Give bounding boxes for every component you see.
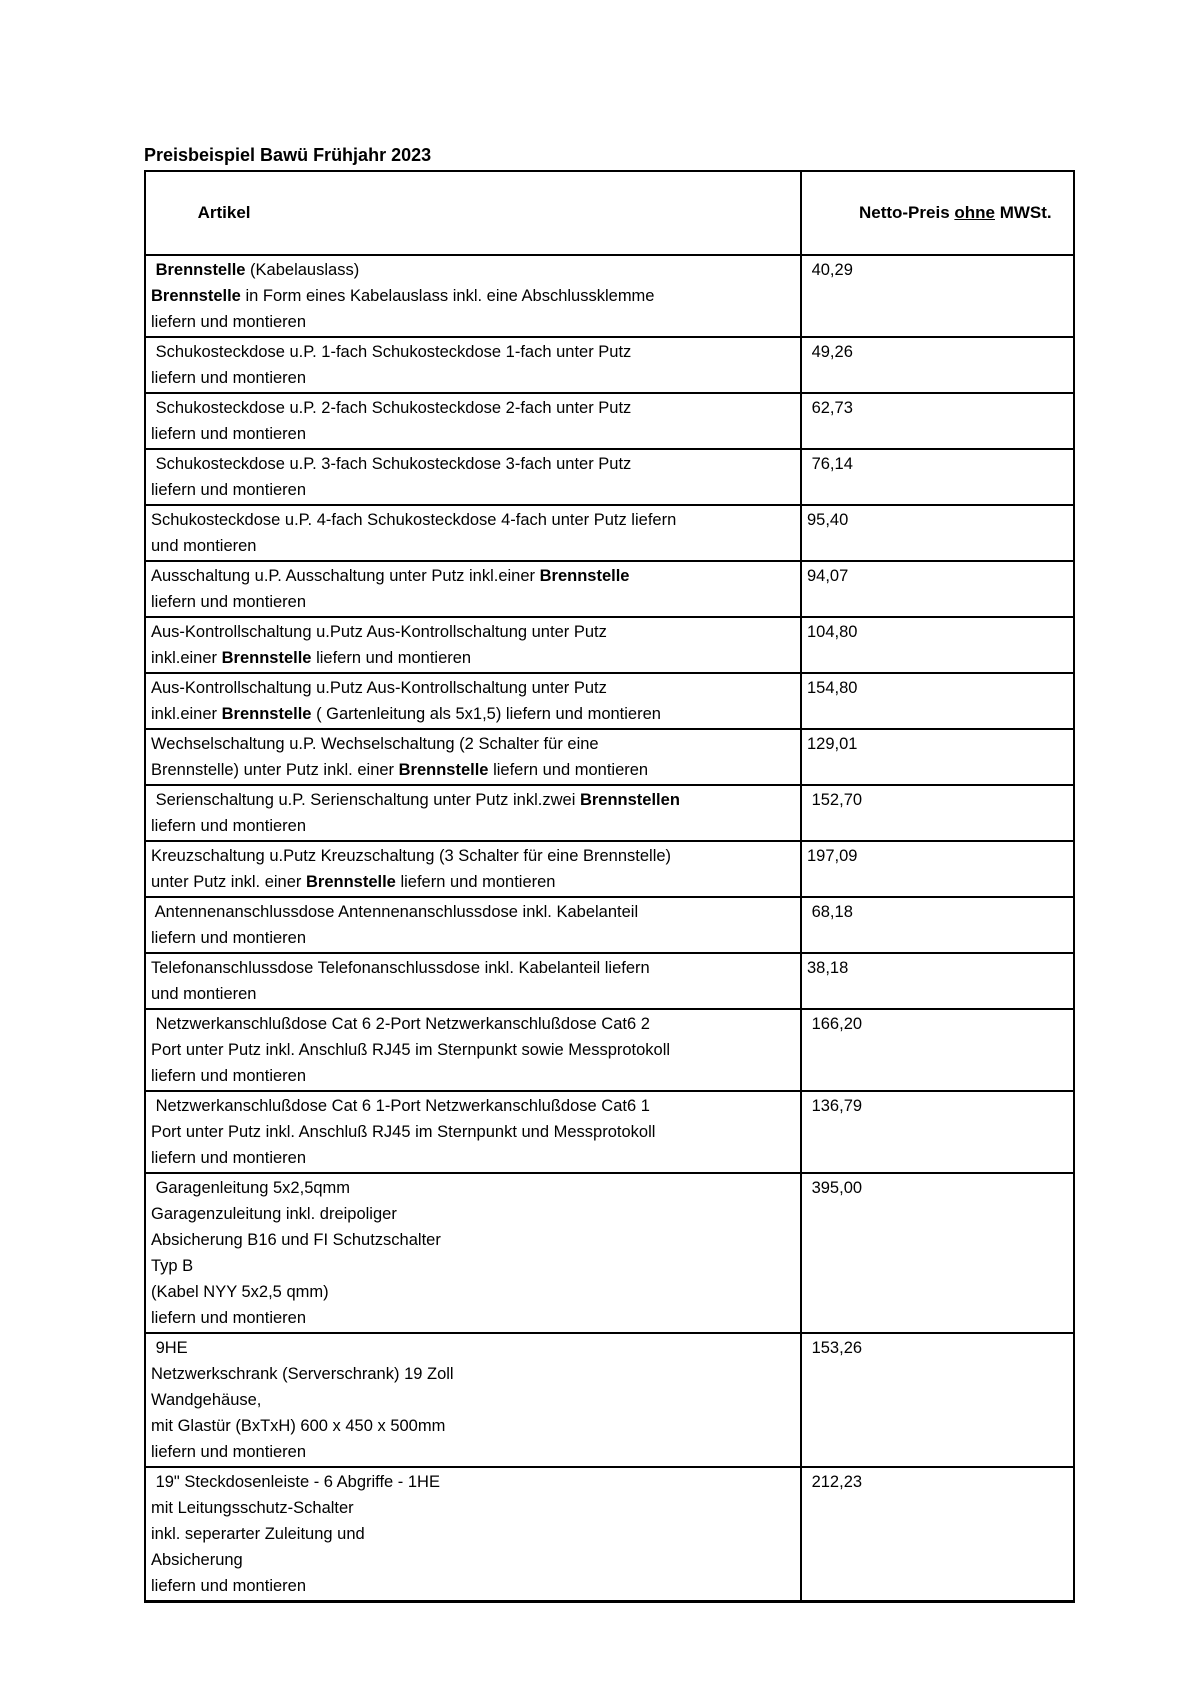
article-line: liefern und montieren	[151, 1577, 307, 1595]
article-line: und montieren	[151, 537, 257, 555]
article-line: Wechselschaltung u.P. Wechselschaltung (2 Schalter für eine	[151, 735, 599, 753]
article-line: Antennenanschlussdose Antennenanschlussdose inkl. Kabelanteil	[151, 903, 639, 921]
article-line: Brennstelle (Kabelauslass)	[155, 261, 360, 279]
article-cell	[145, 841, 801, 897]
table-row	[145, 1333, 1074, 1467]
price-header-underlined: ohne	[954, 203, 995, 222]
price-cell: 76,14	[801, 449, 1074, 505]
article-cell	[145, 1333, 801, 1467]
article-cell	[145, 449, 801, 505]
article-line: Aus-Kontrollschaltung u.Putz Aus-Kontrollschaltung unter Putz	[151, 623, 607, 641]
page-title: Preisbeispiel Bawü Frühjahr 2023	[144, 145, 432, 165]
article-line: liefern und montieren	[151, 593, 307, 611]
article-line: liefern und montieren	[151, 817, 307, 835]
article-line: Netzwerkanschlußdose Cat 6 2-Port Netzwerkanschlußdose Cat6 2	[151, 1015, 650, 1033]
table-row	[145, 729, 1074, 785]
article-cell	[145, 785, 801, 841]
article-line: liefern und montieren	[151, 1067, 307, 1085]
price-cell: 104,80	[801, 617, 1074, 673]
article-line: Aus-Kontrollschaltung u.Putz Aus-Kontrollschaltung unter Putz	[151, 679, 607, 697]
table-row	[145, 337, 1074, 393]
price-table-body	[145, 255, 1074, 1602]
article-cell	[145, 1009, 801, 1091]
table-row	[145, 897, 1074, 953]
article-cell	[145, 337, 801, 393]
article-line: inkl. seperarter Zuleitung und	[151, 1525, 365, 1543]
article-line: liefern und montieren	[151, 1443, 307, 1461]
article-line: Wandgehäuse,	[151, 1391, 262, 1409]
article-line: und montieren	[151, 985, 257, 1003]
article-column-header	[145, 171, 801, 255]
table-row	[145, 505, 1074, 561]
article-line: Schukosteckdose u.P. 3-fach Schukosteckdose 3-fach unter Putz	[151, 455, 632, 473]
article-line: Schukosteckdose u.P. 1-fach Schukosteckdose 1-fach unter Putz	[151, 343, 632, 361]
table-row	[145, 1091, 1074, 1173]
article-line: mit Glastür (BxTxH) 600 x 450 x 500mm	[151, 1417, 446, 1435]
article-line: mit Leitungsschutz-Schalter	[151, 1499, 354, 1517]
article-cell	[145, 1091, 801, 1173]
article-cell	[145, 673, 801, 729]
article-line: Brennstelle in Form eines Kabelauslass inkl. eine Abschlussklemme	[151, 287, 655, 305]
price-cell: 49,26	[801, 337, 1074, 393]
article-line: 9HE	[151, 1339, 188, 1357]
article-line: Schukosteckdose u.P. 4-fach Schukosteckdose 4-fach unter Putz liefern	[151, 511, 677, 529]
article-line: Absicherung B16 und FI Schutzschalter	[151, 1231, 441, 1249]
price-table	[144, 170, 1075, 1603]
table-row	[145, 561, 1074, 617]
price-cell: 68,18	[801, 897, 1074, 953]
article-line: unter Putz inkl. einer Brennstelle liefern und montieren	[151, 873, 556, 891]
table-row	[145, 673, 1074, 729]
price-cell: 212,23	[801, 1467, 1074, 1602]
article-line: Schukosteckdose u.P. 2-fach Schukosteckdose 2-fach unter Putz	[151, 399, 632, 417]
article-line: Serienschaltung u.P. Serienschaltung unter Putz inkl.zwei Brennstellen	[151, 791, 680, 809]
article-cell	[145, 617, 801, 673]
article-line: Port unter Putz inkl. Anschluß RJ45 im Sternpunkt sowie Messprotokoll	[151, 1041, 671, 1059]
table-row	[145, 785, 1074, 841]
article-line: inkl.einer Brennstelle ( Gartenleitung als 5x1,5) liefern und montieren	[151, 705, 661, 723]
price-cell: 95,40	[801, 505, 1074, 561]
article-line: Typ B	[151, 1257, 194, 1275]
article-line: liefern und montieren	[151, 929, 307, 947]
table-row	[145, 1009, 1074, 1091]
article-line: Netzwerkschrank (Serverschrank) 19 Zoll	[151, 1365, 454, 1383]
article-cell	[145, 393, 801, 449]
table-row	[145, 393, 1074, 449]
article-line: inkl.einer Brennstelle liefern und montieren	[151, 649, 472, 667]
price-cell: 129,01	[801, 729, 1074, 785]
article-line: Brennstelle) unter Putz inkl. einer Brennstelle liefern und montieren	[151, 761, 649, 779]
price-cell: 136,79	[801, 1091, 1074, 1173]
article-header-label: Artikel	[197, 203, 251, 222]
price-cell: 153,26	[801, 1333, 1074, 1467]
article-cell	[145, 505, 801, 561]
article-line: liefern und montieren	[151, 313, 307, 331]
article-line: Ausschaltung u.P. Ausschaltung unter Putz inkl.einer Brennstelle	[151, 567, 630, 585]
article-line: 19" Steckdosenleiste - 6 Abgriffe - 1HE	[151, 1473, 440, 1491]
article-line: liefern und montieren	[151, 481, 307, 499]
article-line: Port unter Putz inkl. Anschluß RJ45 im Sternpunkt und Messprotokoll	[151, 1123, 656, 1141]
price-cell: 197,09	[801, 841, 1074, 897]
article-cell	[145, 1173, 801, 1333]
table-row	[145, 1467, 1074, 1602]
price-cell: 154,80	[801, 673, 1074, 729]
article-cell	[145, 561, 801, 617]
article-cell	[145, 1467, 801, 1602]
price-cell: 62,73	[801, 393, 1074, 449]
article-line: Garagenleitung 5x2,5qmm	[151, 1179, 351, 1197]
price-header-prefix: Netto-Preis	[854, 203, 955, 222]
article-line: Garagenzuleitung inkl. dreipoliger	[151, 1205, 397, 1223]
price-cell: 38,18	[801, 953, 1074, 1009]
article-line: liefern und montieren	[151, 1149, 307, 1167]
article-line: Kreuzschaltung u.Putz Kreuzschaltung (3 Schalter für eine Brennstelle)	[151, 847, 672, 865]
price-cell: 152,70	[801, 785, 1074, 841]
table-row	[145, 841, 1074, 897]
article-line: liefern und montieren	[151, 1309, 307, 1327]
article-line: Absicherung	[151, 1551, 243, 1569]
article-line: liefern und montieren	[151, 369, 307, 387]
price-cell: 94,07	[801, 561, 1074, 617]
table-row	[145, 449, 1074, 505]
table-row	[145, 617, 1074, 673]
article-cell	[145, 255, 801, 337]
article-cell	[145, 897, 801, 953]
article-line: Telefonanschlussdose Telefonanschlussdose inkl. Kabelanteil liefern	[151, 959, 650, 977]
article-line: liefern und montieren	[151, 425, 307, 443]
article-cell	[145, 729, 801, 785]
price-cell: 40,29	[801, 255, 1074, 337]
price-header-suffix: MWSt.	[994, 203, 1052, 222]
price-column-header	[801, 171, 1074, 255]
table-row	[145, 1173, 1074, 1333]
price-cell: 166,20	[801, 1009, 1074, 1091]
table-row	[145, 255, 1074, 337]
article-cell	[145, 953, 801, 1009]
table-row	[145, 953, 1074, 1009]
article-line: (Kabel NYY 5x2,5 qmm)	[151, 1283, 329, 1301]
header-row	[145, 171, 1074, 255]
price-cell: 395,00	[801, 1173, 1074, 1333]
article-line: Netzwerkanschlußdose Cat 6 1-Port Netzwerkanschlußdose Cat6 1	[151, 1097, 650, 1115]
